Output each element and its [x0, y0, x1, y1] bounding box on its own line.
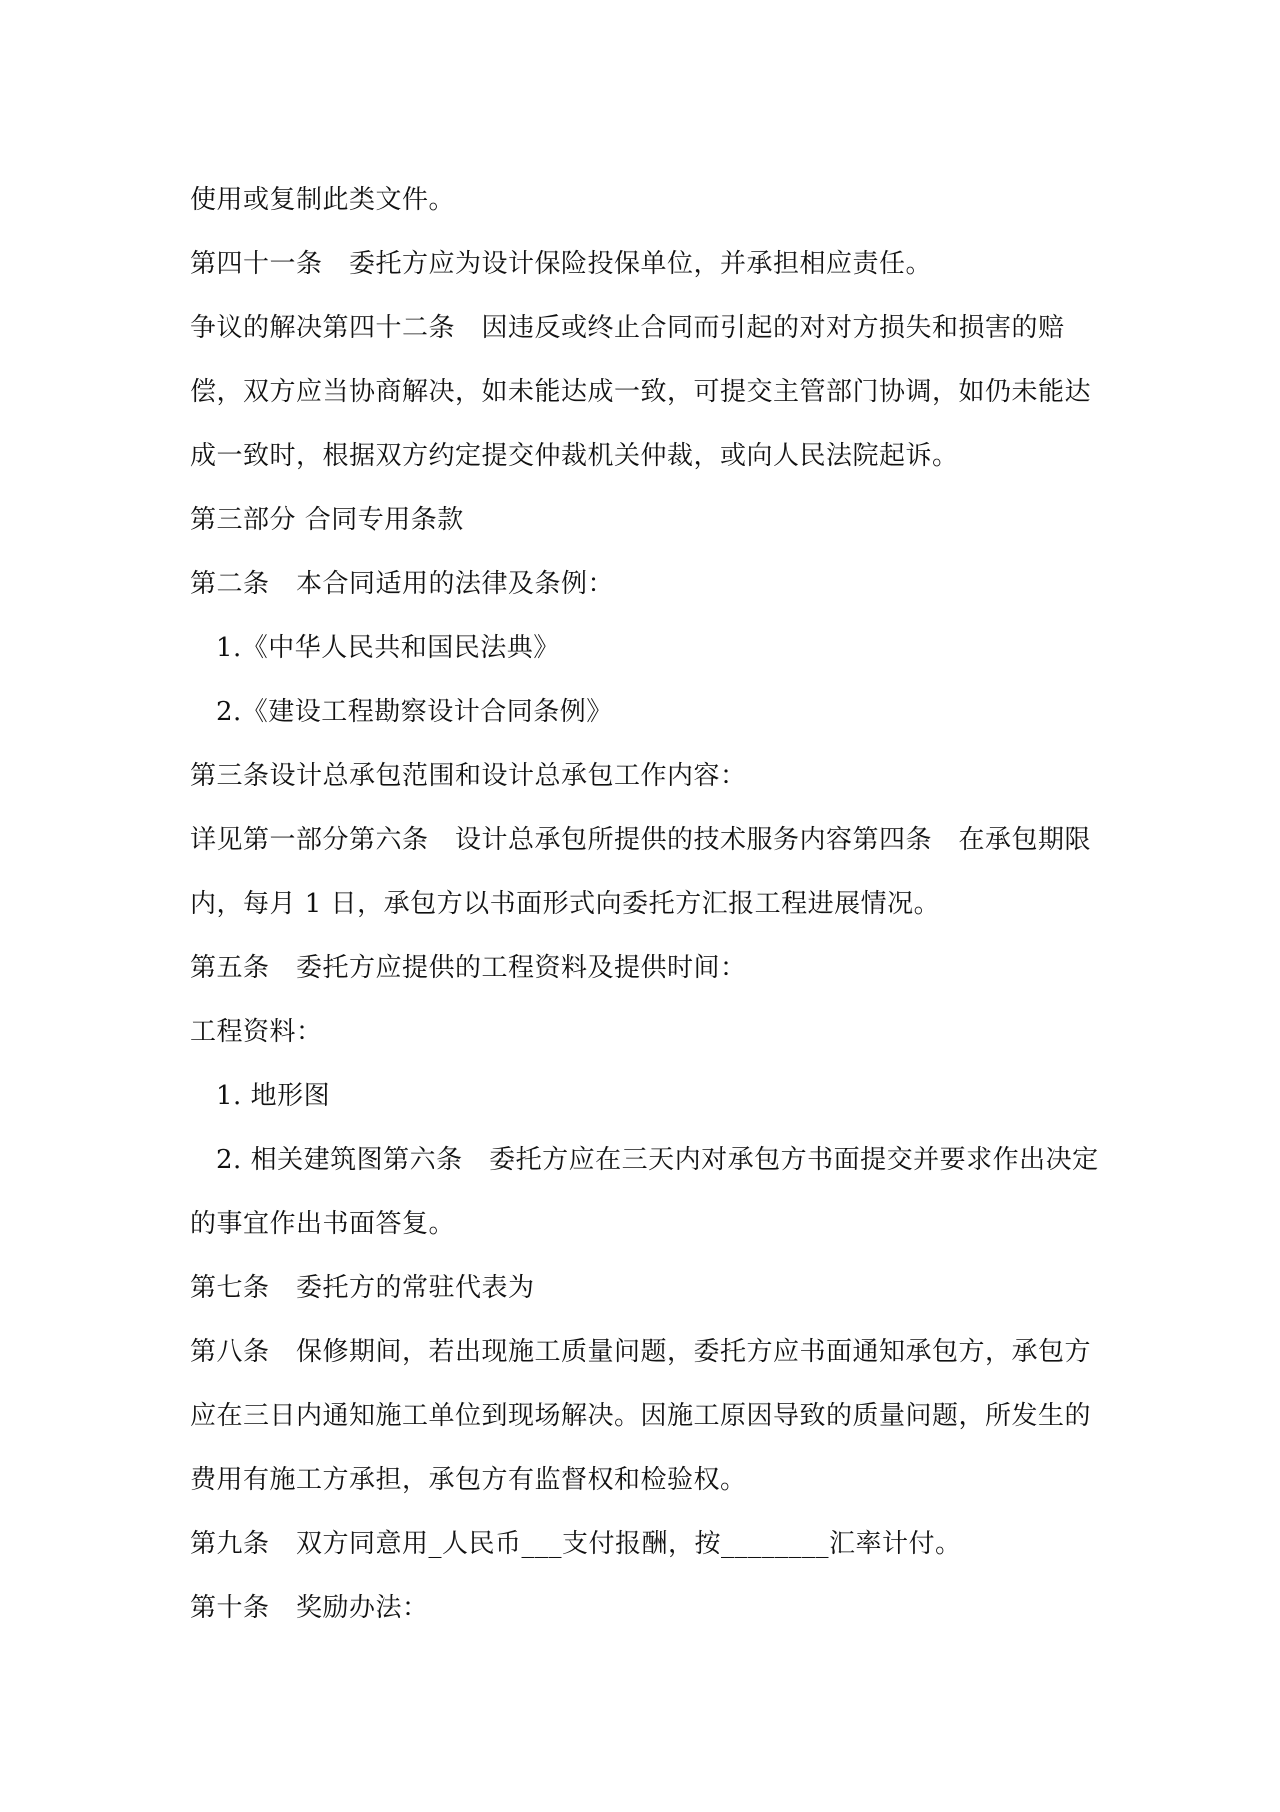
law-list-item-1: 1.《中华人民共和国民法典》	[216, 633, 560, 663]
article-9: 第九条 双方同意用_人民币___支付报酬，按________汇率计付。	[190, 1529, 962, 1559]
article-3: 第三条设计总承包范围和设计总承包工作内容：	[190, 761, 747, 791]
paragraph-line: 使用或复制此类文件。	[190, 185, 456, 215]
article-3-detail-line-1: 详见第一部分第六条 设计总承包所提供的技术服务内容第四条 在承包期限	[190, 825, 1092, 855]
dispute-resolution-line-3: 成一致时，根据双方约定提交仲裁机关仲裁，或向人民法院起诉。	[190, 441, 959, 471]
section-heading-part-3: 第三部分 合同专用条款	[190, 505, 464, 535]
article-8-line-3: 费用有施工方承担，承包方有监督权和检验权。	[190, 1465, 747, 1495]
dispute-resolution-line-1: 争议的解决第四十二条 因违反或终止合同而引起的对对方损失和损害的赔	[190, 313, 1065, 343]
document-page	[190, 168, 1099, 1640]
article-5: 第五条 委托方应提供的工程资料及提供时间：	[190, 953, 747, 983]
article-10: 第十条 奖励办法：	[190, 1593, 429, 1623]
dispute-resolution-line-2: 偿，双方应当协商解决，如未能达成一致，可提交主管部门协调，如仍未能达	[190, 377, 1092, 407]
article-8-line-1: 第八条 保修期间，若出现施工质量问题，委托方应书面通知承包方，承包方	[190, 1337, 1092, 1367]
materials-list-item-2: 2. 相关建筑图第六条 委托方应在三天内对承包方书面提交并要求作出决定	[216, 1145, 1099, 1175]
article-4-line-2: 内，每月 1 日，承包方以书面形式向委托方汇报工程进展情况。	[190, 889, 941, 919]
article-2: 第二条 本合同适用的法律及条例：	[190, 569, 615, 599]
law-list-item-2: 2.《建设工程勘察设计合同条例》	[216, 697, 613, 727]
article-7: 第七条 委托方的常驻代表为	[190, 1273, 535, 1303]
materials-label: 工程资料：	[190, 1017, 323, 1047]
article-6-line-2: 的事宜作出书面答复。	[190, 1209, 456, 1239]
materials-list-item-1: 1. 地形图	[216, 1081, 331, 1111]
article-41: 第四十一条 委托方应为设计保险投保单位，并承担相应责任。	[190, 249, 933, 279]
article-8-line-2: 应在三日内通知施工单位到现场解决。因施工原因导致的质量问题，所发生的	[190, 1401, 1092, 1431]
